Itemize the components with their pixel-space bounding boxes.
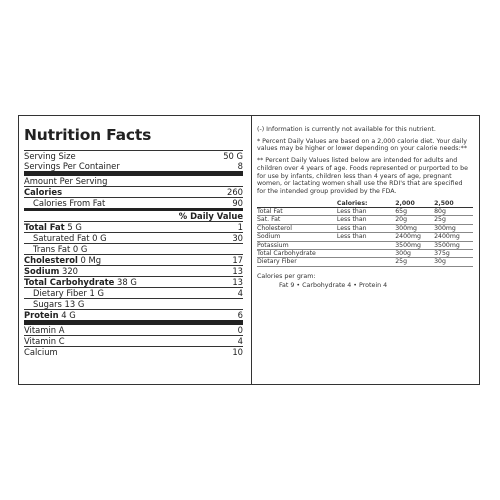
calories-fat-value: 90 — [232, 198, 243, 208]
nutrient-row — [24, 265, 243, 276]
nutrient-dv: 13 — [232, 266, 243, 276]
table-cell: 3500mg — [434, 241, 473, 249]
table-cell: Less than — [337, 216, 395, 224]
table-cell: 20g — [395, 216, 434, 224]
nutrient-amount: 13 G — [61, 299, 85, 309]
table-row — [257, 224, 473, 232]
table-cell: 65g — [395, 208, 434, 216]
table-cell: 2400mg — [434, 233, 473, 241]
table-cell: 300g — [395, 250, 434, 258]
table-cell: 300mg — [395, 224, 434, 232]
nutrient-label: Sugars — [33, 299, 62, 309]
percent-dv-note: * Percent Daily Values are based on a 2,000 calorie diet. Your daily values may be higher or lower depending on your calorie needs:** — [257, 137, 468, 153]
daily-values-table — [257, 200, 473, 267]
nutrient-label: Saturated Fat — [33, 233, 90, 243]
nutrient-row — [24, 221, 243, 232]
table-cell: Potassium — [257, 241, 337, 249]
rdi-note: ** Percent Daily Values listed below are intended for adults and children over 4 years of age. Foods represented or purported to be for use by infants, children less than 4 years of age, pregnant women, or lactating women shall use the RDI's that are specified for the intended group provided by the FDA. — [257, 157, 468, 195]
vitamin-row — [24, 335, 243, 346]
panel-divider — [251, 116, 252, 384]
vitamin-dv: 4 — [237, 336, 243, 346]
calories-label: Calories — [24, 187, 63, 197]
table-row — [257, 250, 473, 258]
nutrient-dv: 30 — [232, 233, 243, 243]
servings-value: 8 — [237, 161, 243, 171]
facts-title: Nutrition Facts — [24, 126, 152, 144]
nutrient-row — [24, 276, 243, 287]
table-cell — [337, 241, 395, 249]
nutrient-amount: 38 G — [114, 277, 137, 287]
nutrient-row — [24, 287, 243, 298]
calories-fat-label: Calories From Fat — [33, 198, 106, 208]
nutrient-dv: 17 — [232, 255, 243, 265]
vitamin-row — [24, 320, 243, 335]
table-cell: Dietary Fiber — [257, 258, 337, 266]
table-cell: 2400mg — [395, 233, 434, 241]
table-header-cell: 2,000 — [395, 200, 434, 208]
table-cell — [337, 250, 395, 258]
nutrient-row — [24, 298, 243, 309]
table-header-cell: Calories: — [337, 200, 395, 208]
nutrient-amount: 5 G — [64, 222, 82, 232]
table-cell — [337, 258, 395, 266]
nutrient-row — [24, 232, 243, 243]
serving-size-label: Serving Size — [24, 151, 76, 161]
table-cell: Total Carbohydrate — [257, 250, 337, 258]
table-row — [257, 216, 473, 224]
table-cell: 375g — [434, 250, 473, 258]
table-cell: Less than — [337, 233, 395, 241]
nutrient-label: Sodium — [24, 266, 60, 276]
nutrient-label: Trans Fat — [33, 244, 71, 254]
calories-per-gram-breakdown: Fat 9 • Carbohydrate 4 • Protein 4 — [279, 281, 388, 289]
nutrient-dv: 6 — [237, 310, 243, 320]
vitamin-row — [24, 346, 243, 357]
table-row — [257, 258, 473, 266]
servings-row — [24, 161, 243, 171]
vitamin-label: Vitamin A — [24, 325, 65, 335]
unavailable-note: (-) Information is currently not available for this nutrient. — [257, 126, 436, 133]
table-cell: Sat. Fat — [257, 216, 337, 224]
vitamin-label: Vitamin C — [24, 336, 65, 346]
nutrient-row — [24, 309, 243, 320]
nutrient-amount: 0 Mg — [77, 255, 102, 265]
nutrient-dv: 13 — [232, 277, 243, 287]
nutrition-notes — [257, 126, 473, 289]
calories-per-gram-label: Calories per gram: — [257, 272, 316, 280]
table-cell: 3500mg — [395, 241, 434, 249]
table-cell: Less than — [337, 208, 395, 216]
daily-value-header — [24, 208, 243, 221]
vitamin-dv: 10 — [232, 347, 243, 357]
table-cell: Less than — [337, 224, 395, 232]
vitamin-dv: 0 — [237, 325, 243, 335]
serving-size-value: 50 G — [223, 151, 243, 161]
vitamin-label: Calcium — [24, 347, 58, 357]
table-cell: 30g — [434, 258, 473, 266]
serving-size-row — [24, 150, 243, 161]
nutrition-panel — [18, 115, 480, 385]
servings-label: Servings Per Container — [24, 161, 120, 171]
nutrient-dv: 1 — [237, 222, 243, 232]
table-header-cell — [257, 200, 337, 208]
amount-per-serving-row — [24, 171, 243, 186]
nutrition-facts — [24, 126, 243, 357]
table-header-cell: 2,500 — [434, 200, 473, 208]
nutrient-amount: 1 G — [86, 288, 105, 298]
table-cell: 80g — [434, 208, 473, 216]
nutrient-label: Protein — [24, 310, 59, 320]
table-row — [257, 233, 473, 241]
table-cell: 300mg — [434, 224, 473, 232]
amount-per-serving: Amount Per Serving — [24, 176, 108, 186]
nutrient-amount: 0 G — [70, 244, 88, 254]
table-cell: 25g — [434, 216, 473, 224]
nutrient-amount: 4 G — [58, 310, 76, 320]
table-header-row — [257, 200, 473, 208]
table-cell: Cholesterol — [257, 224, 337, 232]
nutrient-row — [24, 254, 243, 265]
nutrient-label: Total Fat — [24, 222, 65, 232]
table-cell: Total Fat — [257, 208, 337, 216]
nutrient-row — [24, 243, 243, 254]
daily-value-header-label: % Daily Value — [178, 211, 243, 221]
calories-fat-row — [24, 197, 243, 208]
nutrient-amount: 0 G — [89, 233, 107, 243]
nutrient-label: Dietary Fiber — [33, 288, 87, 298]
table-row — [257, 208, 473, 216]
calories-row — [24, 186, 243, 197]
nutrient-amount: 320 — [59, 266, 78, 276]
table-cell: 25g — [395, 258, 434, 266]
table-cell: Sodium — [257, 233, 337, 241]
nutrient-label: Total Carbohydrate — [24, 277, 115, 287]
table-row — [257, 241, 473, 249]
calories-value: 260 — [227, 187, 243, 197]
nutrient-label: Cholesterol — [24, 255, 78, 265]
nutrient-dv: 4 — [237, 288, 243, 298]
